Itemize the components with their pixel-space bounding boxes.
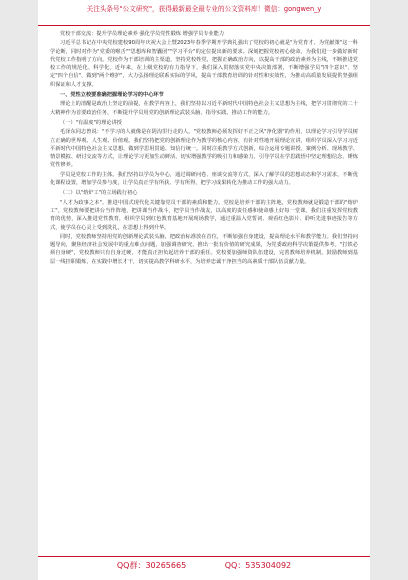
footer-qq-group: QQ群：30265665: [116, 561, 187, 570]
footer-divider: [38, 556, 370, 557]
header-banner: [38, 4, 370, 24]
section-heading: 一、党性立校要准确把握理论学习的中心环节: [60, 92, 164, 99]
paragraph: 党校干部交流：提升学员理论素养 强化学员党性锻炼 增强学员专业能力: [60, 31, 225, 37]
paragraph: 习近平总书记在中央党校建校90周年庆祝大会上暨2023年春季学期开学典礼强出了党校的初心就是"为党育才、为党献策"这一科学论断，同时对作为"党委的喉舌""思想库和智囊团""学习平台"的定位提出新的要求。深刻把握党校初心使命，为我们进一步做好新时代党校工作指明了方向。党校作为干部培训的主渠道，坚持党校姓党，把握正确政治方向，以提高干部的政治素养为主线，不断推进党校工作的规范化、科学化。近年来，在上级党校的有力指导下，我们深入贯彻落实党中央决策部署，不断增强学员"四个意识"、坚定"四个自信"、做到"两个维护"，大力弘扬理论联系实际的学风，提高干部教育培训的针对性和实效性，为推动高质量发展提供坚强组织保证和人才支撑。: [50, 40, 358, 88]
header-divider: [38, 25, 370, 26]
document-body: [50, 30, 358, 267]
paragraph: "人才为政事之本"。推进中国式现代化关键靠党员干部的素质和能力。党校是培养干部的主阵地，党校教师就是锻造干部的"熔炉工"。党校教师要把讲台当作阵地，把讲课当作战斗，把学员当作战友，以高度的责任感和使命感上好每一堂课。我们注重发挥党校教育的优势，深入推进党性教育，组织学员到红色教育基地开展现场教学，通过重温入党誓词、观看红色影片、聆听先进事迹报告等方式，使学员在心灵上受到洗礼，在思想上得到升华。: [50, 199, 358, 231]
paragraph: 同时，党校教师坚持用党的创新理论武装头脑，把政治标准放在首位，不断加强自身建设，提高理论水平和教学能力。我们坚持问题导向，聚焦经济社会发展中的重点难点问题，加强调查研究，推出一批有价值的研究成果，为党委政府科学决策提供参考。"打铁必须自身硬"，党校教师只有自身过硬，才能真正担负起培养干部的重任。党校要加强师资队伍建设，完善教师培养机制，鼓励教师到基层一线挂职锻炼，在实践中增长才干，切实提高教学科研水平，为培养忠诚干净担当的高素质干部队伍贡献力量。: [50, 233, 358, 265]
section-heading: （一）"有温度"的理论讲授: [60, 119, 122, 126]
header-line-1: 关注头条号"公文研究"，获得最新最全最专业的公文资料库！微信：gongwen_y: [86, 5, 322, 13]
paragraph: 学员是党校工作的主体。我们坚持以学员为中心，通过调研问卷、座谈交流等方式，深入了解学员的思想动态和学习需求，不断优化课程设置，增加学员参与度，让学员真正学有所获、学有所得，把学习成果转化为推动工作的强大动力。: [50, 171, 358, 187]
footer: [38, 559, 370, 573]
section-heading: （二）以"熔炉工"的立场践行初心: [60, 190, 138, 197]
paragraph: 理论上的清醒是政治上坚定的前提。在教学内容上，我们坚持以习近平新时代中国特色社会主义思想为主线，把学习贯彻党的二十大精神作为首要政治任务，不断提升学员用党的创新理论武装头脑、指导实践、推动工作的能力。: [50, 101, 358, 116]
footer-qq: QQ：535304092: [224, 561, 292, 570]
document-page: [38, 0, 370, 580]
paragraph: 毛泽东同志曾说："不学习的人就像是在阴沟里行走的人。"党校教师必须发挥好不正之风"净化器"的作用，以理论学习引导学员树立正确的世界观、人生观、价值观。我们坚持把党的创新理论作为教学的核心内容，有针对性地开展理论宣讲，组织学员深入学习习近平新时代中国特色社会主义思想，做到学思用贯通、知信行统一。同时注重教学方式创新，综合运用专题讲授、案例分析、现场教学、情景模拟、研讨交流等方式，让理论学习更加生动鲜活，切实增强教学的吸引力和感染力，引导学员在学思践悟中坚定理想信念、锤炼党性修养。: [50, 129, 358, 169]
